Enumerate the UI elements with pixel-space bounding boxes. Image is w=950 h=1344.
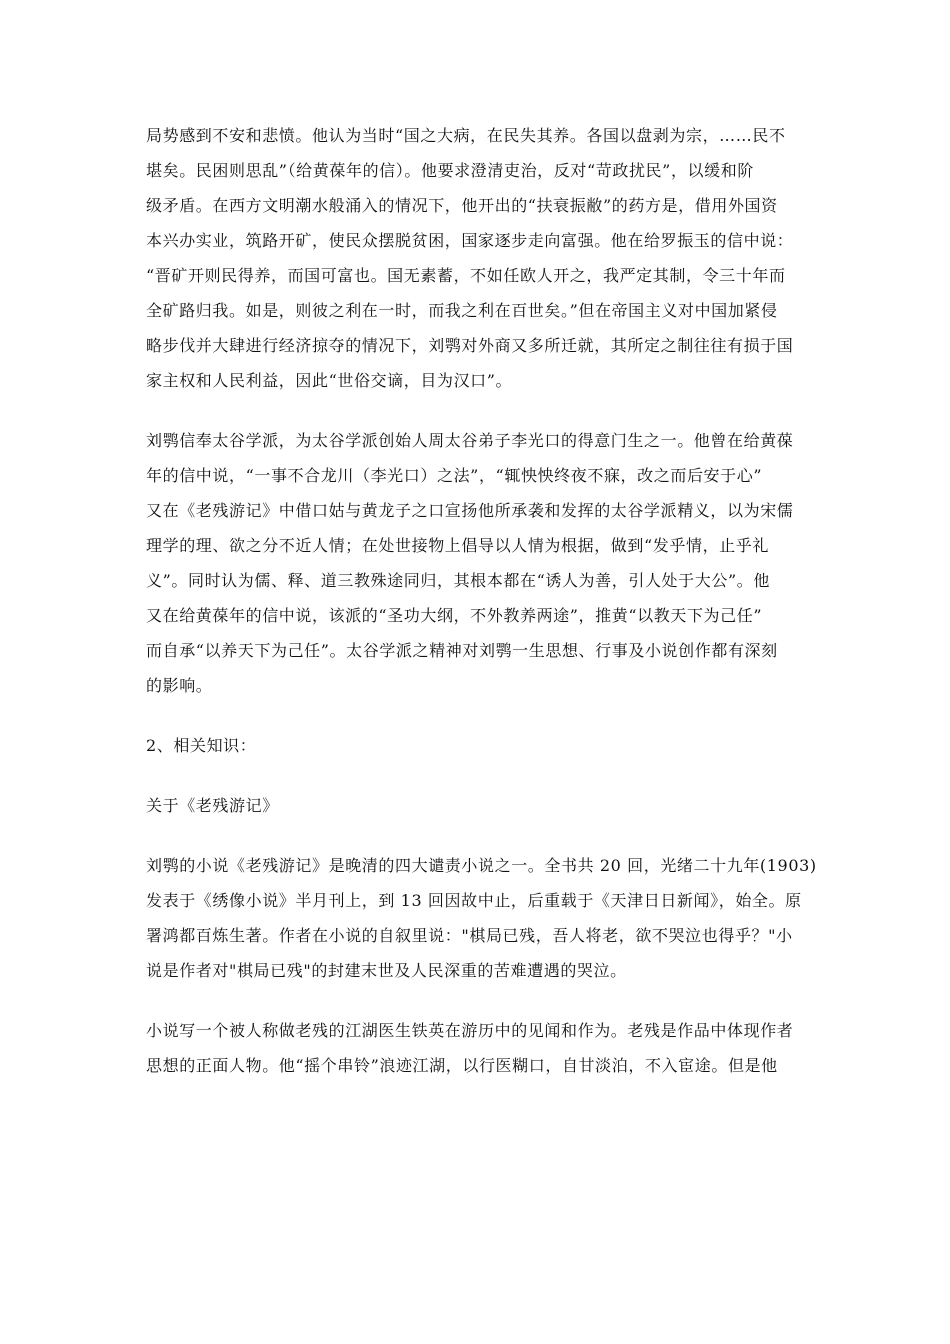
text-line: “晋矿开则民得养，而国可富也。国无素蓄，不如任欧人开之，我严定其制，令三十年而 xyxy=(146,266,786,285)
text-line: 理学的理、欲之分不近人情；在处世接物上倡导以人情为根据，做到“发乎情，止乎礼 xyxy=(146,536,769,555)
paragraph-liu-e-politics xyxy=(146,118,806,398)
text-line: 家主权和人民利益，因此“世俗交谪，目为汉口”。 xyxy=(146,371,513,390)
paragraph-gap xyxy=(146,763,806,788)
text-line: 思想的正面人物。他“摇个串铃”浪迹江湖，以行医糊口，自甘淡泊，不入宦途。但是他 xyxy=(146,1056,778,1075)
section-heading xyxy=(146,728,806,763)
text-line: 小说写一个被人称做老残的江湖医生铁英在游历中的见闻和作为。老残是作品中体现作者 xyxy=(146,1021,794,1040)
paragraph-gap xyxy=(146,823,806,848)
text-line: 级矛盾。在西方文明潮水般涌入的情况下，他开出的“扶衰振敝”的药方是，借用外国资 xyxy=(146,196,778,215)
text-line: 刘鹗信奉太谷学派，为太谷学派创始人周太谷弟子李光口的得意门生之一。他曾在给黄葆 xyxy=(146,431,794,450)
text-line: 义”。同时认为儒、释、道三教殊途同归，其根本都在“诱人为善，引人处于大公”。他 xyxy=(146,571,770,590)
paragraph-novel-intro xyxy=(146,848,817,988)
text-line: 署鸿都百炼生著。作者在小说的自叙里说："棋局已残，吾人将老，欲不哭泣也得乎？"小 xyxy=(146,926,793,945)
paragraph-taigu-school xyxy=(146,423,806,703)
text-line: 说是作者对"棋局已残"的封建末世及人民深重的苦难遭遇的哭泣。 xyxy=(146,961,627,980)
text-line: 发表于《绣像小说》半月刊上，到 13 回因故中止，后重载于《天津日日新闻》，始全。原 xyxy=(146,891,802,910)
paragraph-gap xyxy=(146,703,806,728)
text-line: 2、相关知识： xyxy=(146,736,257,755)
text-line: 又在给黄葆年的信中说，该派的“圣功大纲，不外教养两途”，推黄“以教天下为己任” xyxy=(146,606,763,625)
paragraph-novel-plot xyxy=(146,1013,806,1083)
text-line: 的影响。 xyxy=(146,676,213,695)
text-line: 局势感到不安和悲愤。他认为当时“国之大病，在民失其养。各国以盘剥为宗，……民不 xyxy=(146,126,786,145)
paragraph-gap xyxy=(146,398,806,423)
text-line: 而自承“以养天下为己任”。太谷学派之精神对刘鹗一生思想、行事及小说创作都有深刻 xyxy=(146,641,778,660)
paragraph-gap xyxy=(146,988,806,1013)
text-line: 全矿路归我。如是，则彼之利在一时，而我之利在百世矣。”但在帝国主义对中国加紧侵 xyxy=(146,301,778,320)
text-line: 关于《老残游记》 xyxy=(146,796,279,815)
subsection-heading xyxy=(146,788,806,823)
text-line: 又在《老残游记》中借口姑与黄龙子之口宣扬他所承袭和发挥的太谷学派精义，以为宋儒 xyxy=(146,501,794,520)
document-body xyxy=(146,118,817,1083)
text-line: 年的信中说，“一事不合龙川（李光口）之法”，“辄怏怏终夜不寐，改之而后安于心” xyxy=(146,466,763,485)
text-line: 刘鹗的小说《老残游记》是晚清的四大谴责小说之一。全书共 20 回，光绪二十九年(1903) xyxy=(146,856,817,875)
text-line: 略步伐并大肆进行经济掠夺的情况下，刘鹗对外商又多所迁就，其所定之制往往有损于国 xyxy=(146,336,794,355)
text-line: 本兴办实业，筑路开矿，使民众摆脱贫困，国家逐步走向富强。他在给罗振玉的信中说： xyxy=(146,231,794,250)
text-line: 堪矣。民困则思乱”（给黄葆年的信）。他要求澄清吏治，反对“苛政扰民”，以缓和阶 xyxy=(146,161,754,180)
